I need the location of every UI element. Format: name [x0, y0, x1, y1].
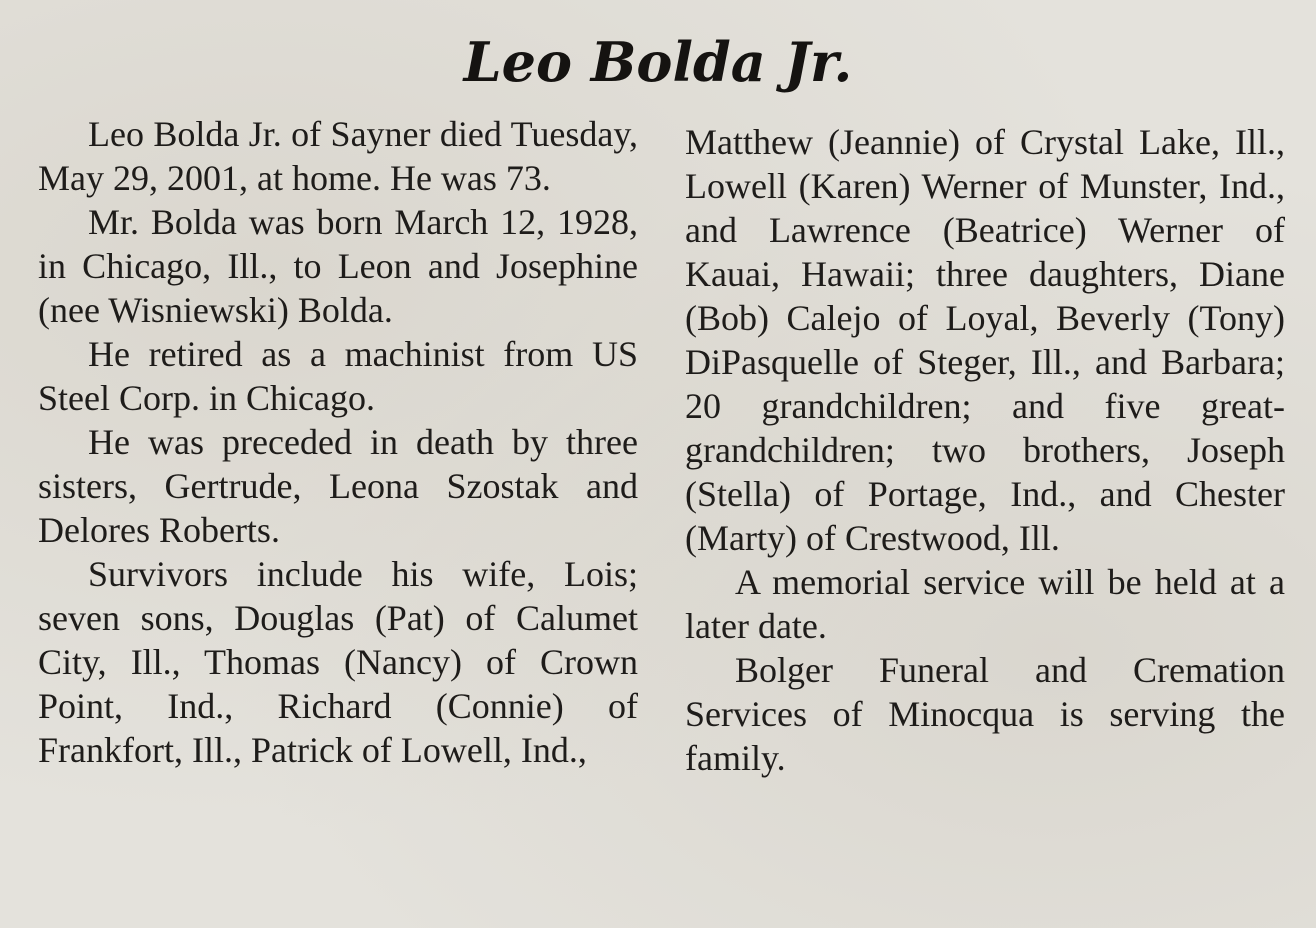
- paragraph-birth: Mr. Bolda was born March 12, 1928, in Chicago, Ill., to Leon and Josephine (nee Wisniewski) Bolda.: [38, 202, 638, 330]
- paragraph-memorial-service: A memorial service will be held at a later date.: [685, 562, 1285, 646]
- paragraph-career: He retired as a machinist from US Steel Corp. in Chicago.: [38, 334, 638, 418]
- headline: Leo Bolda Jr.: [463, 30, 853, 94]
- paragraph-preceded-in-death: He was preceded in death by three sisters, Gertrude, Leona Szostak and Delores Roberts.: [38, 422, 638, 550]
- paragraph-survivors-start: Survivors include his wife, Lois; seven sons, Douglas (Pat) of Calumet City, Ill., Thomas (Nancy) of Crown Point, Ind., Richard (Connie) of Frankfort, Ill., Patrick of Lowell, Ind.,: [38, 554, 638, 770]
- left-column: [38, 112, 638, 772]
- paragraph-survivors-continued: Matthew (Jeannie) of Crystal Lake, Ill., Lowell (Karen) Werner of Munster, Ind., and Lawrence (Beatrice) Werner of Kauai, Hawaii; three daughters, Diane (Bob) Calejo of Loyal, Beverly (Tony) DiPasquelle of Steger, Ill., and Barbara; 20 grandchildren; and five great-grandchildren; two brothers, Joseph (Stella) of Portage, Ind., and Chester (Marty) of Crestwood, Ill.: [685, 122, 1285, 558]
- paragraph-funeral-home: Bolger Funeral and Cremation Services of Minocqua is serving the family.: [685, 650, 1285, 778]
- paragraph-death-notice: Leo Bolda Jr. of Sayner died Tuesday, May 29, 2001, at home. He was 73.: [38, 114, 638, 198]
- right-column: [685, 120, 1285, 780]
